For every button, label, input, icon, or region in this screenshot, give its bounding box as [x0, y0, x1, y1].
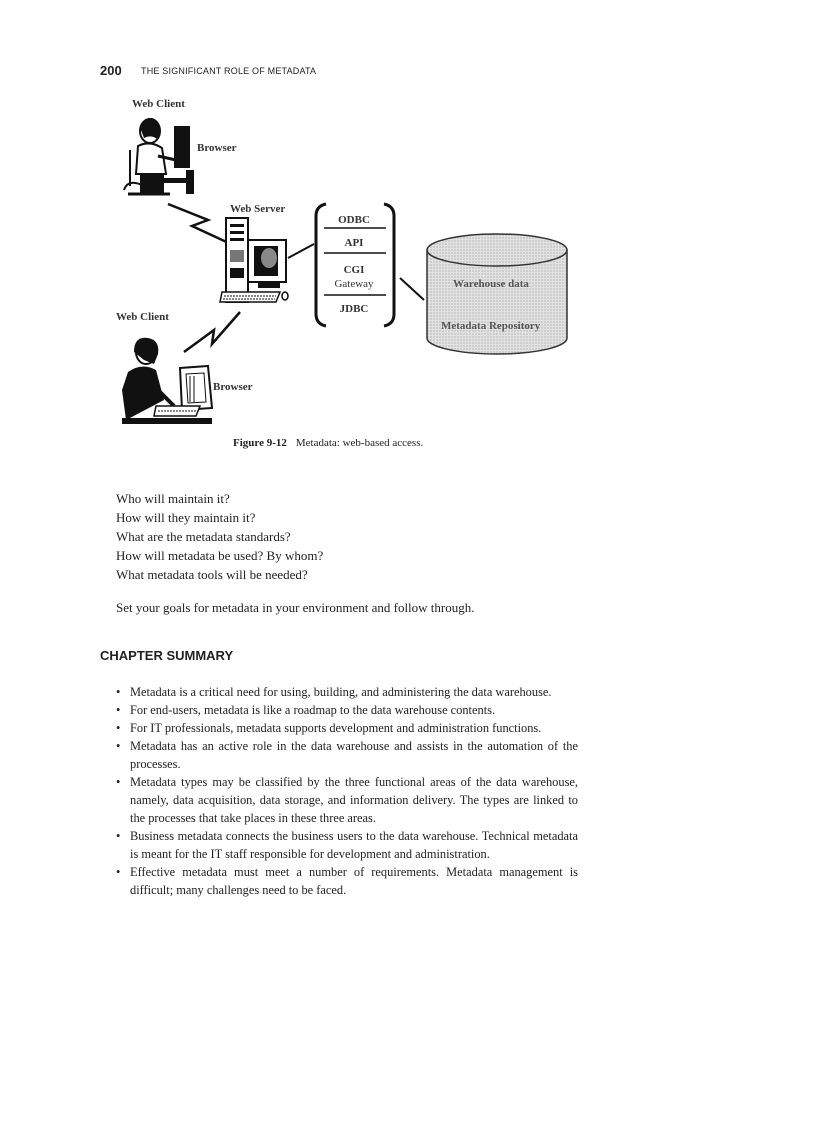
summary-text: Effective metadata must meet a number of requirements. Metadata management is difficult; many challenges need to be faced.	[130, 865, 578, 897]
bullet-icon: •	[116, 721, 121, 735]
list-item	[116, 863, 578, 899]
bullet-icon: •	[116, 685, 121, 699]
figure-caption-text: Metadata: web-based access.	[295, 437, 424, 449]
protocol-api: API	[344, 237, 364, 249]
list-item: How will metadata be used? By whom?	[116, 548, 324, 563]
figure-caption	[233, 437, 423, 449]
warehouse-data-label: Warehouse data	[453, 278, 529, 290]
protocol-repository-link	[400, 278, 424, 300]
summary-text: Metadata types may be classified by the three functional areas of the data warehouse, namely, data acquisition, data storage, and information delivery. The types are linked to the processes that take places in these three areas.	[130, 775, 578, 825]
summary-text: For IT professionals, metadata supports development and administration functions.	[130, 721, 542, 735]
question-list	[116, 489, 323, 584]
list-item	[116, 701, 578, 719]
web-client-top-label: Web Client	[132, 98, 185, 110]
list-item: What are the metadata standards?	[116, 529, 291, 544]
list-item	[116, 719, 578, 737]
list-item	[116, 773, 578, 827]
web-access-diagram	[100, 90, 580, 430]
summary-text: For end-users, metadata is like a roadmap to the data warehouse contents.	[130, 703, 496, 717]
list-item	[116, 737, 578, 773]
list-item	[116, 683, 578, 701]
metadata-repository-label: Metadata Repository	[441, 320, 541, 332]
web-server-icon	[220, 218, 288, 302]
repository-cylinder-icon	[427, 234, 567, 354]
network-link-bottom	[184, 312, 240, 352]
list-item	[116, 827, 578, 863]
page-number: 200	[100, 63, 122, 78]
protocol-jdbc: JDBC	[339, 303, 369, 315]
bullet-icon: •	[116, 829, 121, 843]
summary-text: Business metadata connects the business users to the data warehouse. Technical metadata is meant for the IT staff responsible for development and administration.	[130, 829, 578, 861]
protocol-odbc: ODBC	[338, 214, 370, 226]
browser-bottom-label: Browser	[213, 381, 253, 393]
bullet-icon: •	[116, 703, 121, 717]
web-server-label: Web Server	[230, 203, 286, 215]
goal-paragraph: Set your goals for metadata in your environment and follow through.	[116, 600, 475, 615]
summary-text: Metadata is a critical need for using, building, and administering the data warehouse.	[130, 685, 552, 699]
protocol-cgi: CGI	[343, 264, 365, 276]
bullet-icon: •	[116, 739, 121, 753]
running-title: THE SIGNIFICANT ROLE OF METADATA	[141, 66, 317, 76]
web-client-bottom-label: Web Client	[116, 311, 169, 323]
chapter-summary-list	[116, 683, 578, 899]
list-item: How will they maintain it?	[116, 510, 256, 525]
figure-number: Figure 9-12	[233, 437, 287, 449]
summary-text: Metadata has an active role in the data warehouse and assists in the automation of the processes.	[130, 739, 578, 771]
bullet-icon: •	[116, 865, 121, 879]
section-heading: CHAPTER SUMMARY	[100, 648, 234, 663]
server-protocol-link	[288, 244, 314, 258]
web-client-top-icon	[124, 118, 194, 194]
list-item: What metadata tools will be needed?	[116, 567, 308, 582]
list-item: Who will maintain it?	[116, 491, 230, 506]
protocol-gateway: Gateway	[334, 278, 374, 290]
browser-top-label: Browser	[197, 142, 237, 154]
bullet-icon: •	[116, 775, 121, 789]
web-client-bottom-icon	[122, 338, 212, 424]
